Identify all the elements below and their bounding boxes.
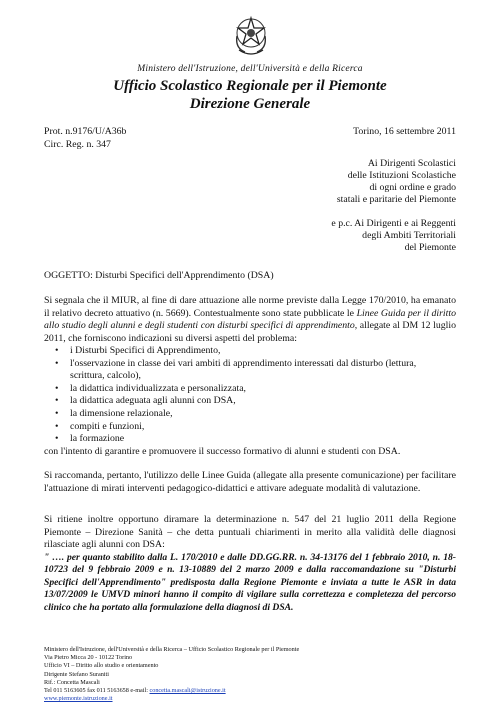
paragraph-intro-text-end: , allegate al DM 12 luglio 2011, che forniscono indicazioni su diversi aspetti del problema: (44, 320, 456, 344)
footer-director: Dirigente Stefano Suraniti (44, 670, 109, 678)
paragraph-intro (44, 295, 456, 345)
bullet-item: • la formazione (70, 433, 124, 446)
bullet-item: • i Disturbi Specifici di Apprendimento, (70, 345, 220, 358)
bullet-item: • la didattica individualizzata e personalizzata, (70, 383, 246, 396)
footer-contacts (44, 687, 226, 695)
cc-line: del Piemonte (404, 242, 456, 253)
addressee-line: Ai Dirigenti Scolastici (367, 158, 456, 169)
paragraph-determination: Si ritiene inoltre opportuno diramare la determinazione n. 547 del 21 luglio 2011 della Regione Piemonte – Direzione Sanità – che detta puntuali chiarimenti in merito alla validità delle diagnosi rilasciate agli alunni con DSA: (44, 514, 456, 551)
footer-office: Ufficio VI – Diritto allo studio e orientamento (44, 662, 159, 670)
bullet-item: • la didattica adeguata agli alunni con DSA, (70, 395, 236, 408)
protocol-number: Prot. n.9176/U/A36b (44, 126, 127, 137)
footer-phone-fax: Tel 011 5163605 fax 011 5163658 e-mail: (44, 687, 150, 694)
quoted-text: " …. per quanto stabilito dalla L. 170/2010 e dalle DD.GG.RR. n. 34-13176 del 1 febbraio 2010, n. 18-10723 del 9 febbraio 2009 e n. 13-10889 del 2 marzo 2009 e dalla raccomandazione su "Disturbi Specifici dell'Apprendimento" predisposta dalla Regione Piemonte e inviata a tutte le ASR in data 13/07/2009 le UMVD minori hanno il compito di vigilare sulla correttezza e completezza del percorso clinico che ha portato alla formulazione della diagnosi di DSA. (44, 552, 456, 613)
footer-address: Via Pietro Micca 20 - 10122 Torino (44, 654, 133, 662)
email-link[interactable]: concetta.mascali@istruzione.it (149, 687, 226, 694)
website-link[interactable]: www.piemonte.istruzione.it (44, 695, 113, 703)
addressee-line: di ogni ordine e grado (369, 182, 456, 193)
circular-number: Circ. Reg. n. 347 (44, 139, 111, 150)
cc-line: e p.c. Ai Dirigenti e ai Reggenti (331, 218, 456, 229)
addressee-line: statali e paritarie del Piemonte (336, 194, 456, 205)
bullet-item: • compiti e funzioni, (70, 421, 144, 434)
subject-line: OGGETTO: Disturbi Specifici dell'Apprendimento (DSA) (44, 270, 274, 281)
bullet-item: • l'osservazione in classe dei vari ambiti di apprendimento interessati dal disturbo (lettura, (70, 358, 416, 371)
footer-reference: Rif.: Concetta Mascali (44, 678, 100, 686)
after-bullets-text: con l'intento di garantire e promuovere il successo formativo di alunni e studenti con DSA. (44, 446, 401, 457)
letter-date: Torino, 16 settembre 2011 (353, 126, 456, 137)
ministry-name: Ministero dell'Istruzione, dell'Università e della Ricerca (137, 64, 363, 74)
office-name: Ufficio Scolastico Regionale per il Piemonte (113, 78, 387, 94)
office-division: Direzione Generale (189, 96, 311, 112)
bullet-item: • la dimensione relazionale, (70, 408, 173, 421)
paragraph-intro-text: Si segnala che il MIUR, al fine di dare attuazione alle norme previste dalla Legge 170/2010, ha emanato il relativo decreto attuativo (n. 5669). Contestualmente sono state pubblicate le (44, 295, 456, 319)
paragraph-recommendation: Si raccomanda, pertanto, l'utilizzo delle Linee Guida (allegate alla presente comunicazione) per facilitare l'attuazione di mirati interventi pedagogico-didattici e attivare adeguate modalità di valutazione. (44, 470, 456, 494)
bullet-item-continuation: scrittura, calcolo), (70, 370, 141, 382)
addressee-line: delle Istituzioni Scolastiche (347, 170, 456, 181)
republic-emblem-icon (231, 14, 271, 58)
guidelines-title: Linee Guida per il diritto allo studio degli alunni e degli studenti con disturbi specifici di apprendimento (44, 307, 456, 332)
footer-ministry: Ministero dell'Istruzione, dell'Università e della Ricerca – Ufficio Scolastico Regionale per il Piemonte (44, 646, 300, 653)
cc-line: degli Ambiti Territoriali (362, 230, 456, 241)
